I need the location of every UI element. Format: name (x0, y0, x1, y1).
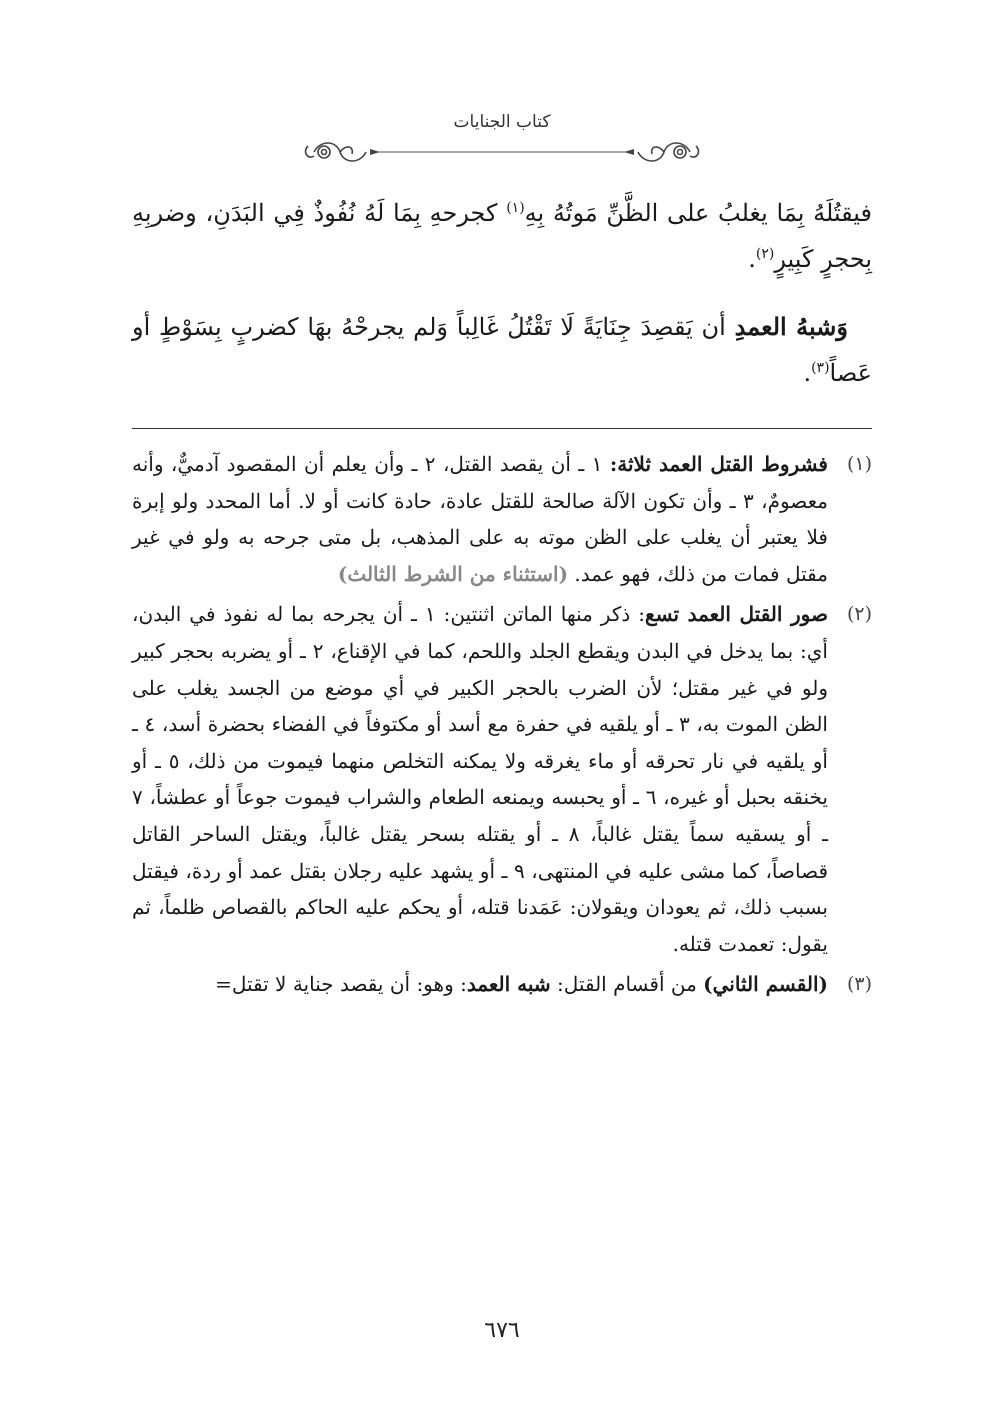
main-paragraph-1 (132, 190, 872, 282)
footnote-number: (٢) (846, 603, 872, 626)
footnote-1 (132, 446, 872, 592)
footnote-body: من أقسام القتل: (550, 972, 704, 997)
footnote-bold: فشروط القتل العمد ثلاثة: (609, 452, 828, 476)
main-text (132, 190, 872, 418)
footnote-ref-2[interactable]: (٢) (755, 246, 775, 262)
main-text-span: . (803, 359, 812, 387)
main-text-span: . (748, 245, 756, 273)
running-title: كتاب الجنايات (453, 112, 551, 132)
footnote-gray-note: (استثناء من الشرط الثالث) (337, 561, 569, 586)
footnote-3 (132, 966, 872, 1003)
footnote-text (132, 596, 828, 962)
footnote-body: ١ ـ أن يقصد القتل، ٢ ـ وأن يعلم أن المقصود آدميٌّ، وأنه معصومٌ، ٣ ـ وأن تكون الآلة صالحة للقتل عادة، حادة كانت أو لا. أما المحدد ولو إبرة فلا يعتبر أن يغلب على الظن موته به على المذهب، بل متى جرحه به ولو في غير مقتل فمات من ذلك، فهو عمد. (132, 452, 829, 586)
footnote-text (132, 966, 828, 1003)
page-number: ٦٧٦ (484, 1318, 520, 1343)
footnote-divider (132, 428, 872, 429)
main-paragraph-2 (132, 304, 872, 396)
footnote-ref-1[interactable]: (١) (506, 200, 525, 216)
main-text-span: كجرحهِ بِمَا لَهُ نُفُوذٌ فِي البَدَنِ، وضربِهِ بِحجرٍ كَبِيرٍ (132, 199, 872, 273)
term-bold: وَشبهُ العمدِ (734, 312, 848, 341)
footnote-bold: صور القتل العمد تسع (644, 602, 828, 627)
footnote-bold: (القسم الثاني) (703, 972, 828, 997)
footnote-body: : ذكر منها الماتن اثنتين: ١ ـ أن يجرحه بما له نفوذ في البدن، أي: بما يدخل في البدن ويقطع الجلد واللحم، كما في الإقناع، ٢ ـ أو يضربه بحجر كبير ولو في غير مقتل؛ لأن الضرب بالحجر الكبير في أي موضع من الجسد يغلب على الظن الموت به، ٣ ـ أو يلقيه في حفرة مع أسد أو مكتوفاً في الفضاء بحضرة أسد، ٤ ـ أو يلقيه في نار تحرقه أو ماء يغرقه ولا يمكنه التخلص منهما فيموت من ذلك، ٥ ـ أو يخنقه بحبل أو غيره، ٦ ـ أو يحبسه ويمنعه الطعام والشراب فيموت جوعاً أو عطشاً، ٧ ـ أو يسقيه سماً يقتل غالباً، ٨ ـ أو يقتله بسحر يقتل غالباً، ويقتل الساحر القاتل قصاصاً، كما مشى عليه في المنتهى، ٩ ـ أو يشهد عليه رجلان بقتل عمد أو ردة، فيقتل بسبب ذلك، ثم يعودان ويقولان: عَمَدنا قتله، أو يحكم عليه الحاكم بالقصاص ظلماً، ثم يقول: تعمدت قتله. (132, 602, 829, 956)
footnote-2 (132, 596, 872, 962)
footnote-bold: شبه العمد (466, 972, 551, 997)
header-ornament-icon (300, 132, 704, 172)
main-text-span: فيقتُلَهُ بِمَا يغلبُ على الظَّنِّ مَوتُهُ بِهِ (524, 199, 872, 227)
footnote-ref-3[interactable]: (٣) (811, 360, 830, 376)
footnote-text (132, 446, 828, 592)
main-text-span: أن يَقصِدَ جِنَايَةً لَا تَقْتُلُ غَالِباً وَلم يجرحْهُ بهَا كضربٍ بِسَوْطٍ أو عَصاً (132, 313, 872, 387)
footnote-body: : وهو: أن يقصد جناية لا تقتل= (215, 972, 467, 997)
footnote-number: (١) (846, 453, 872, 475)
footnotes (132, 446, 872, 1007)
footnote-number: (٣) (846, 973, 872, 996)
